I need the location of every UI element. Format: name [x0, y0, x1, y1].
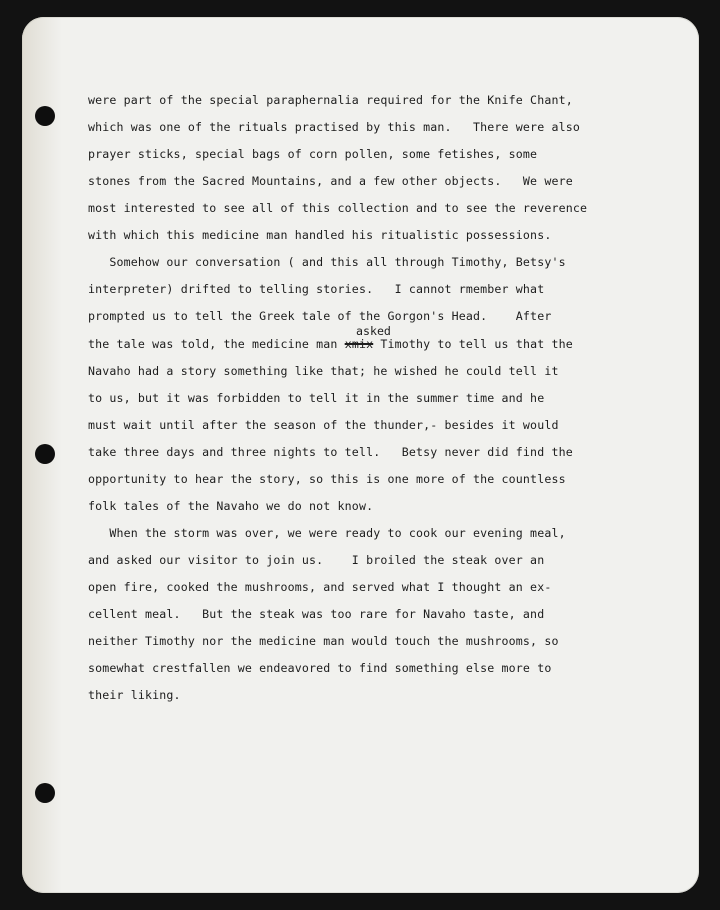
text-line: which was one of the rituals practised by this man. There were also	[88, 120, 580, 134]
text-line: must wait until after the season of the thunder,- besides it would	[88, 418, 559, 432]
text-line: opportunity to hear the story, so this is one more of the countless	[88, 472, 566, 486]
text-line: Somehow our conversation ( and this all through Timothy, Betsy's	[88, 255, 566, 269]
text-line: to us, but it was forbidden to tell it in the summer time and he	[88, 391, 545, 405]
typed-page	[22, 17, 699, 893]
text-line: somewhat crestfallen we endeavored to find something else more to	[88, 661, 552, 675]
text-line: were part of the special paraphernalia required for the Knife Chant,	[88, 93, 573, 107]
text-line: prayer sticks, special bags of corn pollen, some fetishes, some	[88, 147, 538, 161]
text-line: cellent meal. But the steak was too rare for Navaho taste, and	[88, 607, 545, 621]
interlinear-insertion: asked	[356, 324, 391, 338]
text-line: Navaho had a story something like that; he wished he could tell it	[88, 364, 559, 378]
punch-hole-top	[35, 106, 55, 126]
text-line: with which this medicine man handled his ritualistic possessions.	[88, 228, 552, 242]
punch-hole-bottom	[35, 783, 55, 803]
text-line: most interested to see all of this collection and to see the reverence	[88, 201, 588, 215]
text-line: neither Timothy nor the medicine man would touch the mushrooms, so	[88, 634, 559, 648]
line-prefix: the tale was told, the medicine man	[88, 337, 345, 351]
text-line: folk tales of the Navaho we do not know.	[88, 499, 374, 513]
line-suffix: Timothy to tell us that the	[373, 337, 573, 351]
text-line: take three days and three nights to tell. Betsy never did find the	[88, 445, 573, 459]
struck-out-text: xmix	[344, 337, 374, 351]
text-line: stones from the Sacred Mountains, and a few other objects. We were	[88, 174, 573, 188]
text-line-with-correction	[88, 336, 573, 352]
punch-hole-middle	[35, 444, 55, 464]
text-line: and asked our visitor to join us. I broiled the steak over an	[88, 553, 545, 567]
text-line: When the storm was over, we were ready to cook our evening meal,	[88, 526, 566, 540]
text-line: their liking.	[88, 688, 181, 702]
text-line: open fire, cooked the mushrooms, and served what I thought an ex-	[88, 580, 552, 594]
text-line: prompted us to tell the Greek tale of the Gorgon's Head. After	[88, 309, 552, 323]
text-line: interpreter) drifted to telling stories. I cannot rmember what	[88, 282, 545, 296]
